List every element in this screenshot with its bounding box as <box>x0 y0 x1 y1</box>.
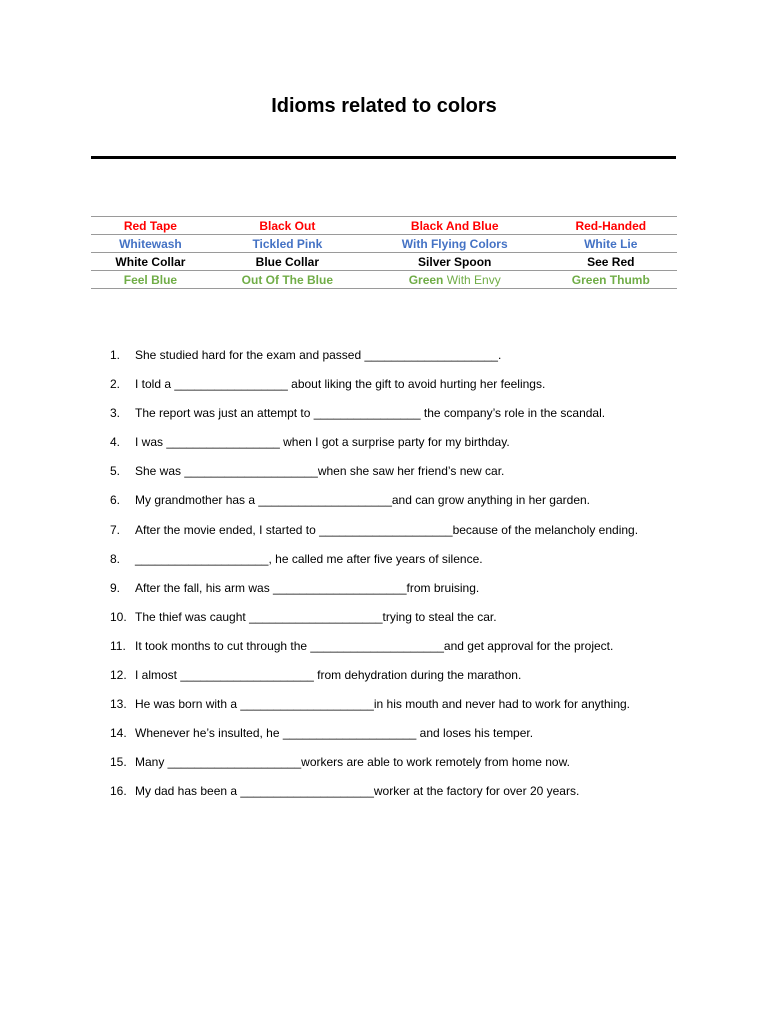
idiom-text: White Lie <box>584 236 638 251</box>
idiom-text: Whitewash <box>119 236 182 251</box>
question-text: I almost ____________________ from dehydration during the marathon. <box>135 668 522 683</box>
idiom-cell <box>91 271 210 289</box>
question-item <box>110 690 710 719</box>
idiom-cell <box>365 253 545 271</box>
idiom-cell <box>210 253 365 271</box>
question-number: 7. <box>110 522 121 537</box>
idiom-cell <box>91 253 210 271</box>
question-number: 3. <box>110 406 121 421</box>
idioms-row <box>91 235 677 253</box>
idioms-row <box>91 217 677 235</box>
idiom-text: Red-Handed <box>575 218 647 233</box>
question-number: 2. <box>110 377 121 392</box>
question-item <box>110 661 710 690</box>
page-title: Idioms related to colors <box>271 95 497 117</box>
question-number: 10. <box>110 609 127 624</box>
idiom-text: Out Of The Blue <box>241 272 334 287</box>
question-text: She was ____________________when she saw her friend’s new car. <box>135 464 505 479</box>
question-item <box>110 457 710 486</box>
question-item <box>110 603 710 632</box>
idiom-text: With Flying Colors <box>401 236 508 251</box>
idiom-text: Tickled Pink <box>252 236 323 251</box>
idioms-row <box>91 271 677 289</box>
question-number: 11. <box>110 638 126 653</box>
idiom-text: Green Thumb <box>571 272 650 287</box>
question-item <box>110 516 710 545</box>
title-underline <box>91 156 676 159</box>
question-text: The report was just an attempt to ________________ the company’s role in the scandal. <box>135 406 606 421</box>
idiom-text: Green <box>408 272 444 287</box>
idiom-cell <box>545 253 677 271</box>
question-text: ____________________, he called me after five years of silence. <box>135 551 483 566</box>
idiom-text: White Collar <box>115 254 186 269</box>
question-item <box>110 341 710 370</box>
question-text: The thief was caught ____________________trying to steal the car. <box>135 609 497 624</box>
question-item <box>110 545 710 574</box>
idiom-text: Black And Blue <box>410 218 499 233</box>
question-text: It took months to cut through the ____________________and get approval for the project. <box>135 638 614 653</box>
question-text: After the fall, his arm was ____________________from bruising. <box>135 580 480 595</box>
question-number: 1. <box>110 348 121 362</box>
idiom-text: Blue Collar <box>255 254 320 269</box>
idiom-cell <box>365 271 545 289</box>
idiom-cell <box>210 217 365 235</box>
question-number: 16. <box>110 784 127 799</box>
question-text: He was born with a ____________________in his mouth and never had to work for anything. <box>135 697 631 712</box>
question-item <box>110 370 710 399</box>
question-text: After the movie ended, I started to ____________________because of the melancholy ending. <box>135 522 639 537</box>
idiom-text: Red Tape <box>123 218 177 233</box>
idiom-cell <box>545 235 677 253</box>
idiom-text-suffix: With Envy <box>443 272 501 287</box>
question-number: 14. <box>110 726 127 741</box>
question-number: 15. <box>110 755 127 770</box>
idiom-text: Black Out <box>259 218 316 233</box>
idiom-cell <box>91 217 210 235</box>
questions-list <box>110 341 710 807</box>
question-item <box>110 748 710 777</box>
question-number: 6. <box>110 493 121 508</box>
idioms-table <box>91 216 677 289</box>
question-text: I was _________________ when I got a surprise party for my birthday. <box>135 435 510 450</box>
idiom-cell <box>91 235 210 253</box>
idiom-cell <box>365 235 545 253</box>
question-number: 13. <box>110 697 127 712</box>
question-item <box>110 486 710 515</box>
question-text: I told a _________________ about liking the gift to avoid hurting her feelings. <box>135 377 546 392</box>
question-text: My dad has been a ____________________worker at the factory for over 20 years. <box>135 784 580 799</box>
question-item <box>110 399 710 428</box>
idiom-cell <box>365 217 545 235</box>
idioms-row <box>91 253 677 271</box>
idiom-text: Feel Blue <box>123 272 178 287</box>
question-item <box>110 777 710 806</box>
question-number: 8. <box>110 551 121 566</box>
idiom-cell <box>210 235 365 253</box>
question-text: Whenever he’s insulted, he ____________________ and loses his temper. <box>135 726 534 741</box>
question-text: My grandmother has a ____________________and can grow anything in her garden. <box>135 493 591 508</box>
idiom-cell <box>545 271 677 289</box>
question-text: She studied hard for the exam and passed ____________________. <box>135 348 502 362</box>
question-number: 5. <box>110 464 121 479</box>
question-text: Many ____________________workers are able to work remotely from home now. <box>135 755 570 770</box>
idiom-cell <box>210 271 365 289</box>
idiom-cell <box>545 217 677 235</box>
question-number: 4. <box>110 435 121 450</box>
question-number: 12. <box>110 668 127 683</box>
idiom-text: Silver Spoon <box>418 254 492 269</box>
question-number: 9. <box>110 580 121 595</box>
question-item <box>110 574 710 603</box>
question-item <box>110 632 710 661</box>
question-item <box>110 719 710 748</box>
idiom-text: See Red <box>587 254 635 269</box>
question-item <box>110 428 710 457</box>
